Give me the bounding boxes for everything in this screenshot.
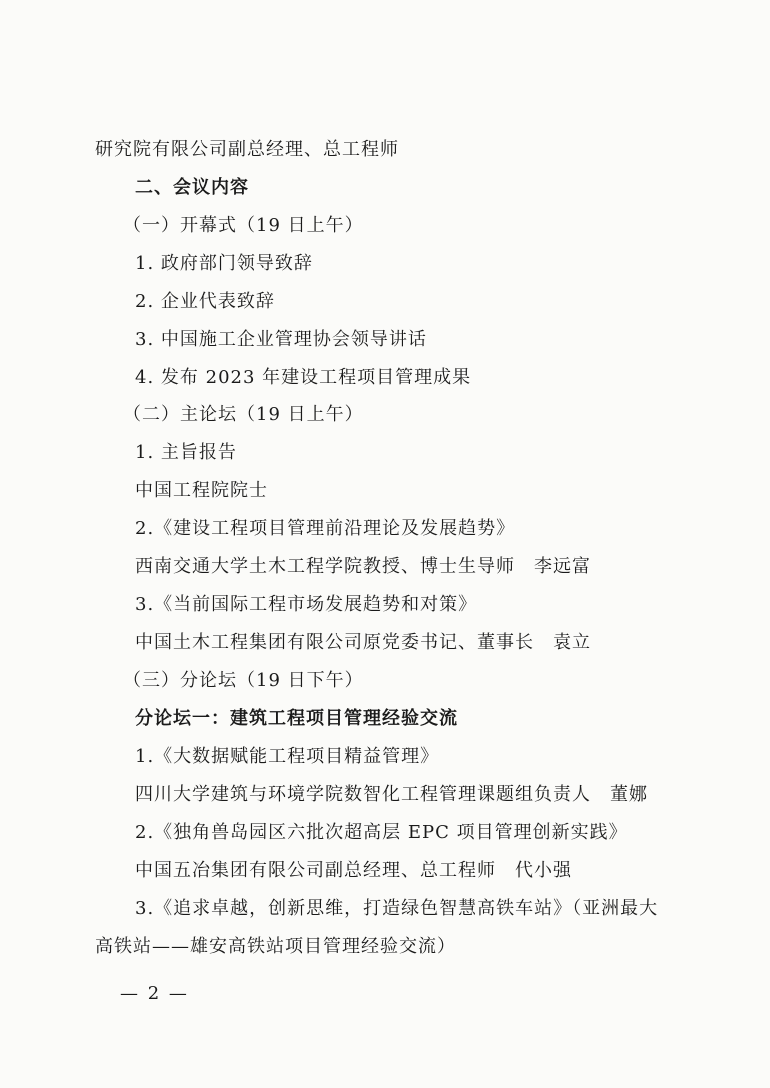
list-item: 2.《建设工程项目管理前沿理论及发展趋势》 <box>135 518 516 539</box>
list-item: 3.《追求卓越，创新思维，打造绿色智慧高铁车站》（亚洲最大 <box>135 898 659 919</box>
list-item: 2. 企业代表致辞 <box>135 291 275 312</box>
subsection-heading: （三）分论坛（19 日下午） <box>123 670 364 691</box>
subsection-heading: （二）主论坛（19 日上午） <box>123 404 364 425</box>
list-item: 4. 发布 2023 年建设工程项目管理成果 <box>135 367 472 388</box>
page-number: — 2 — <box>120 983 189 1004</box>
text-line: 高铁站——雄安高铁站项目管理经验交流） <box>95 936 456 957</box>
speaker-line: 中国土木工程集团有限公司原党委书记、董事长 袁立 <box>135 632 591 653</box>
speaker-line: 四川大学建筑与环境学院数智化工程管理课题组负责人 董娜 <box>135 784 648 805</box>
list-item: 1.《大数据赋能工程项目精益管理》 <box>135 746 440 767</box>
speaker-line: 中国五冶集团有限公司副总经理、总工程师 代小强 <box>135 860 572 881</box>
list-item: 3. 中国施工企业管理协会领导讲话 <box>135 329 427 350</box>
speaker-line: 西南交通大学土木工程学院教授、博士生导师 李远富 <box>135 556 591 577</box>
text-line: 研究院有限公司副总经理、总工程师 <box>95 139 399 160</box>
list-item: 1. 政府部门领导致辞 <box>135 253 313 274</box>
section-heading: 二、会议内容 <box>135 177 249 198</box>
list-item: 1. 主旨报告 <box>135 442 237 463</box>
subsection-heading: （一）开幕式（19 日上午） <box>123 215 364 236</box>
list-item: 2.《独角兽岛园区六批次超高层 EPC 项目管理创新实践》 <box>135 822 628 843</box>
speaker-line: 中国工程院院士 <box>135 480 268 501</box>
list-item: 3.《当前国际工程市场发展趋势和对策》 <box>135 594 478 615</box>
forum-heading: 分论坛一：建筑工程项目管理经验交流 <box>135 708 458 729</box>
